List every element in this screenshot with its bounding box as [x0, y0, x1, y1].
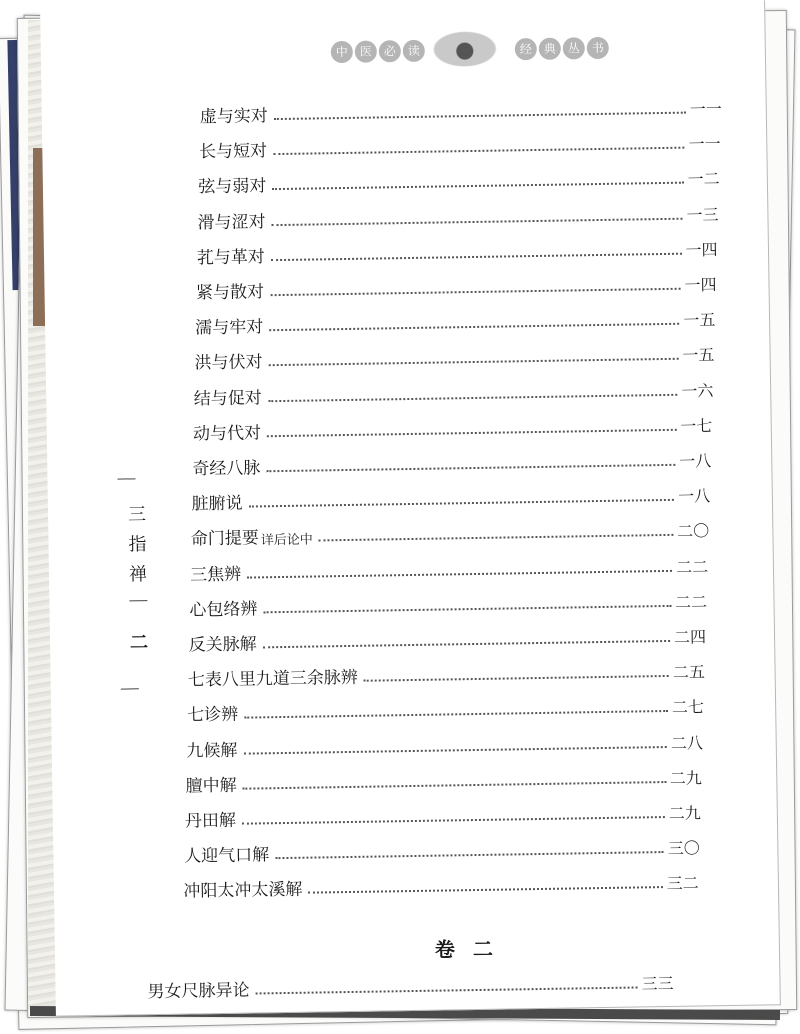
rule-line [129, 600, 147, 601]
toc-entry-title: 心包络辨 [189, 599, 258, 621]
toc-entry-title: 反关脉解 [188, 634, 257, 656]
dot-leader [242, 816, 665, 825]
dot-leader [263, 640, 670, 648]
toc-entry-title: 滑与涩对 [197, 211, 266, 233]
toc-entry-title: 紧与散对 [195, 282, 265, 304]
toc-entry-title: 濡与牢对 [195, 317, 264, 339]
dot-leader [244, 710, 668, 719]
toc-entry[interactable] [186, 723, 703, 761]
toc-entry-title: 三焦辨 [189, 564, 242, 586]
toc-entry-page: 二〇 [677, 521, 710, 542]
toc-entry-title: 芤与革对 [196, 247, 265, 269]
toc-entry-page: 三〇 [667, 838, 700, 859]
toc-entry[interactable] [197, 230, 718, 268]
dot-leader [269, 358, 679, 366]
toc-entry-page: 一四 [684, 275, 717, 295]
book-title-char: 三 [127, 504, 147, 526]
toc-entry-page: 一一 [688, 134, 721, 154]
toc-entry[interactable] [191, 476, 710, 514]
toc-entry[interactable] [191, 512, 710, 550]
dot-leader [266, 464, 675, 472]
toc-entry-title: 九候解 [186, 740, 238, 762]
toc-entry-title: 长与短对 [198, 141, 268, 163]
toc-entry-title: 虚与实对 [199, 106, 268, 128]
toc-entry-page: 一四 [685, 239, 718, 260]
toc-entry-page: 三二 [666, 873, 699, 894]
toc-entry-page: 三三 [641, 973, 674, 994]
rule-line [121, 688, 139, 689]
toc-entry[interactable] [183, 864, 699, 902]
dot-leader [272, 182, 683, 190]
toc-entry-page: 一六 [681, 380, 714, 401]
emblem-icon [428, 29, 501, 70]
table-of-contents [40, 0, 764, 903]
toc-entry[interactable] [184, 829, 700, 867]
toc-entry[interactable] [200, 89, 722, 127]
dot-leader [319, 534, 673, 542]
series-char: 经 [515, 38, 537, 60]
toc-entry-title: 动与代对 [192, 423, 262, 445]
toc-entry-title: 膻中解 [185, 775, 237, 797]
toc-entry-page: 二二 [674, 592, 708, 612]
toc-entry[interactable] [199, 124, 721, 162]
page-number: 二 [129, 632, 149, 654]
toc-entry-title: 七诊辨 [186, 705, 239, 726]
toc-entry[interactable] [192, 441, 711, 479]
dot-leader [271, 253, 682, 261]
toc-entry-page: 一七 [680, 416, 713, 436]
series-char: 典 [539, 38, 561, 60]
dot-leader [273, 147, 685, 155]
toc-entry-page: 一二 [687, 169, 720, 189]
series-char: 中 [331, 41, 353, 63]
toc-entry-page: 一八 [678, 486, 711, 506]
section-heading: 卷二 [434, 936, 512, 962]
rule-line [117, 478, 135, 479]
spine-label [117, 478, 171, 719]
toc-entry-page: 二九 [669, 768, 703, 788]
toc-entry[interactable] [194, 336, 714, 374]
dot-leader [270, 288, 680, 296]
toc-entry-note: 详后论中 [260, 532, 314, 549]
toc-entry-title: 人迎气口解 [183, 845, 270, 867]
dot-leader [275, 851, 664, 859]
series-char: 读 [403, 40, 425, 62]
toc-entry-page: 一五 [682, 345, 715, 366]
toc-entry-title: 七表八里九道三余脉辨 [187, 668, 359, 691]
toc-entry[interactable] [188, 653, 706, 691]
toc-entry[interactable] [185, 793, 701, 831]
toc-entry[interactable] [194, 371, 714, 409]
toc-entry[interactable] [187, 688, 704, 726]
dot-leader [267, 429, 676, 437]
main-page [40, 0, 781, 1016]
toc-entry-page: 二九 [668, 803, 701, 823]
dot-leader [247, 569, 672, 578]
series-char: 必 [379, 40, 401, 62]
dot-leader [268, 393, 678, 401]
toc-entry-page: 二二 [675, 556, 709, 577]
toc-entry[interactable] [189, 582, 707, 620]
series-char: 丛 [563, 37, 585, 59]
toc-entry-page: 二七 [671, 697, 705, 718]
toc-entry-title: 结与促对 [193, 387, 262, 409]
toc-entry[interactable] [198, 159, 720, 197]
dot-leader [269, 323, 679, 331]
series-char: 医 [355, 40, 377, 62]
dot-leader [263, 605, 671, 613]
dot-leader [249, 499, 675, 508]
toc-entry-page: 二四 [673, 627, 707, 647]
dot-leader [272, 217, 683, 225]
book-title-char: 禅 [128, 564, 148, 586]
toc-entry-page: 一五 [683, 310, 716, 330]
dot-leader [243, 746, 667, 755]
toc-entry-page: 二五 [672, 662, 706, 683]
toc-entry-title: 男女尺脉异论 [147, 980, 250, 1003]
series-char: 书 [587, 37, 609, 59]
toc-entry-title: 弦与弱对 [198, 176, 267, 198]
toc-entry-title: 丹田解 [184, 810, 237, 832]
book-title-char: 指 [128, 534, 147, 556]
toc-entry[interactable] [196, 265, 717, 303]
toc-entry[interactable] [188, 617, 706, 655]
toc-entry-page: 一三 [686, 204, 719, 225]
toc-entry-title: 冲阳太冲太溪解 [183, 880, 303, 903]
dot-leader [308, 886, 662, 894]
toc-entry-page: 二八 [670, 733, 704, 753]
dot-leader [243, 781, 666, 790]
toc-entry[interactable] [195, 300, 716, 338]
dot-leader [256, 986, 638, 994]
toc-entry[interactable] [185, 758, 702, 796]
toc-entry-page: 一一 [689, 99, 722, 119]
toc-entry[interactable] [147, 964, 673, 1002]
dot-leader [364, 675, 669, 682]
toc-entry-title: 洪与伏对 [194, 352, 263, 374]
toc-entry[interactable] [197, 195, 719, 233]
toc-entry-title: 脏腑说 [191, 493, 243, 515]
toc-entry[interactable] [193, 406, 713, 444]
toc-entry-title: 命门提要 [190, 528, 260, 550]
toc-entry-title: 奇经八脉 [192, 458, 261, 480]
toc-entry-page: 一八 [679, 451, 712, 471]
dot-leader [274, 112, 686, 120]
toc-entry[interactable] [190, 547, 709, 585]
running-header [330, 26, 671, 71]
